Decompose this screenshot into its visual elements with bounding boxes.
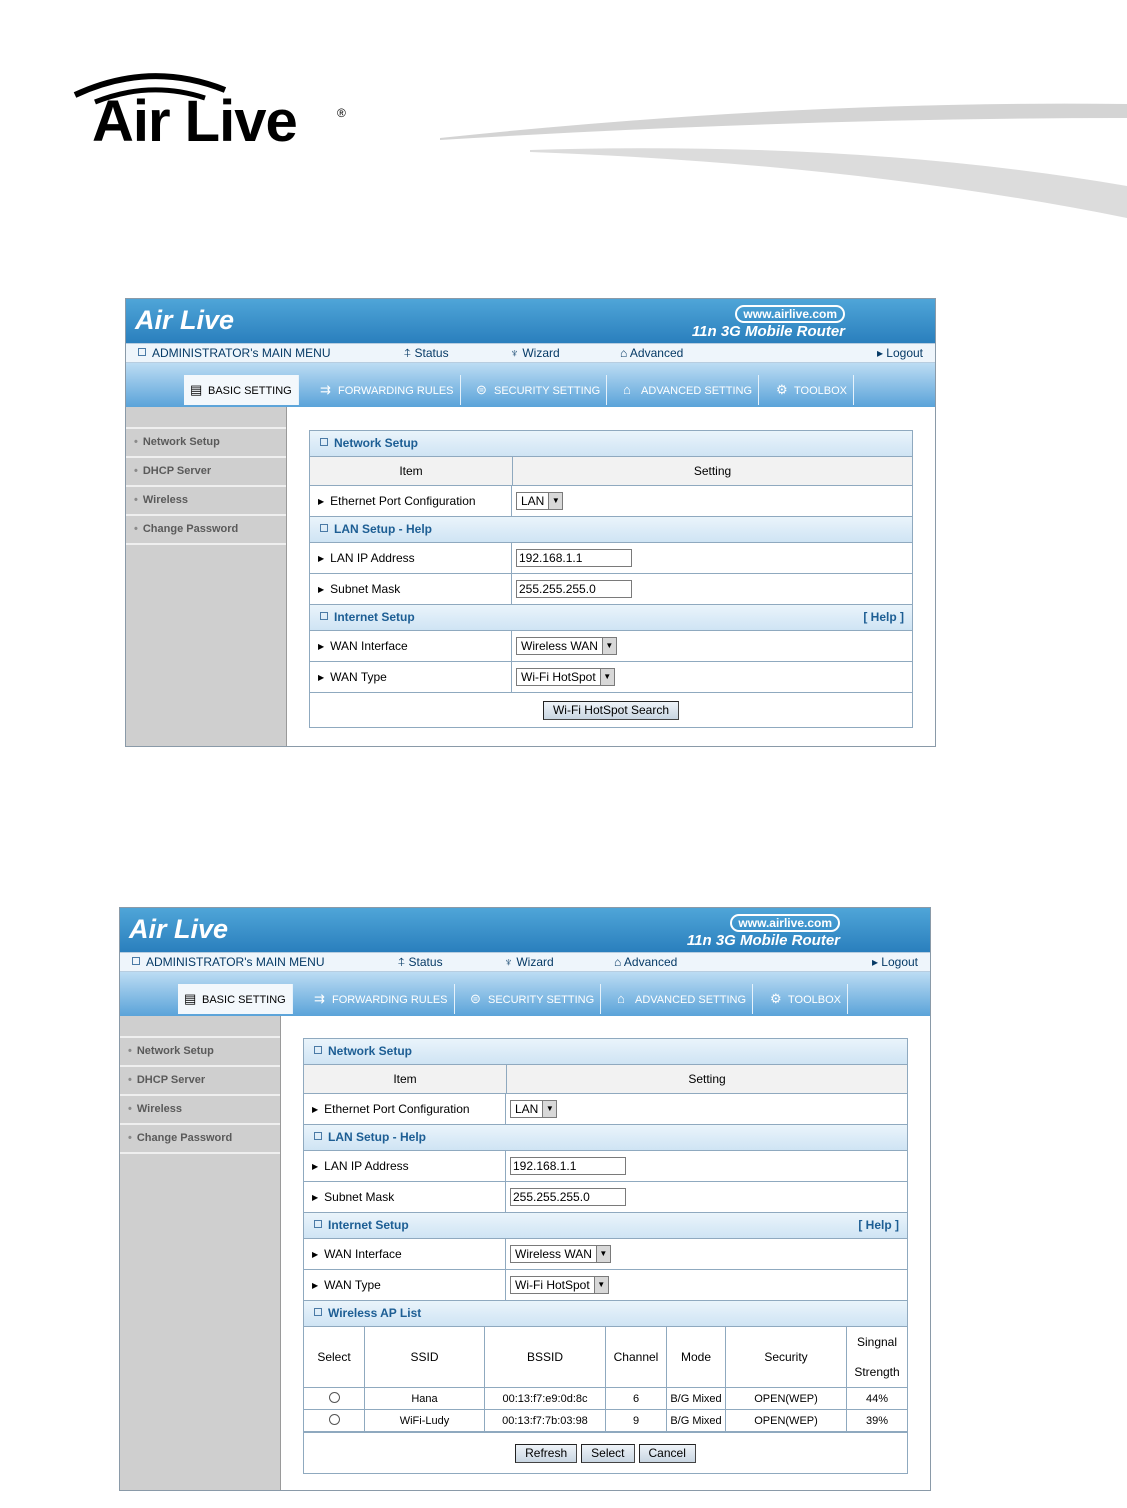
col-setting: Setting <box>693 464 732 478</box>
advanced-link[interactable]: ⌂ Advanced <box>620 346 684 360</box>
select-button[interactable]: Select <box>581 1444 634 1463</box>
arrow-right-icon: ▶ <box>312 1104 319 1114</box>
ethernet-port-select[interactable]: LAN ▼ <box>510 1100 557 1118</box>
dropdown-arrow-icon: ▼ <box>600 669 614 685</box>
tab-bar <box>126 363 935 407</box>
ap-select-radio[interactable] <box>329 1414 340 1425</box>
tab-security-setting[interactable]: ⊜ SECURITY SETTING <box>470 375 607 405</box>
toolbox-icon: ⚙ <box>776 382 788 397</box>
dot-icon: • <box>128 1103 132 1115</box>
admin-menu: ADMINISTRATOR's MAIN MENU <box>132 955 325 969</box>
row-subnet-mask: ▶ Subnet Mask 255.255.255.0 <box>310 574 912 605</box>
lan-ip-input[interactable] <box>510 1157 626 1175</box>
ap-channel: 9 <box>606 1410 667 1432</box>
col-channel: Channel <box>606 1327 667 1388</box>
lock-icon: ⊜ <box>476 382 487 397</box>
sidebar-item-wireless[interactable]: • Wireless <box>126 487 286 516</box>
help-link[interactable]: [ Help ] <box>863 610 904 624</box>
sidebar-item-dhcp-server[interactable]: • DHCP Server <box>120 1067 280 1096</box>
col-setting: Setting <box>688 1072 726 1086</box>
square-bullet-icon <box>314 1132 322 1140</box>
subnet-mask-input[interactable] <box>510 1188 626 1206</box>
table-row <box>304 1388 907 1410</box>
settings-panel <box>309 430 913 728</box>
router-banner <box>126 299 935 343</box>
arrow-right-icon: ▶ <box>318 672 325 682</box>
row-wan-type: ▶ WAN Type Wi-Fi HotSpot ▼ <box>304 1270 907 1301</box>
square-bullet-icon <box>320 438 328 446</box>
arrow-right-icon: ▸ <box>876 346 887 360</box>
router-url[interactable]: www.airlive.com <box>735 305 845 323</box>
section-lan-setup: LAN Setup - Help <box>304 1125 907 1151</box>
square-bullet-icon <box>320 612 328 620</box>
row-wan-type: ▶ WAN Type Wi-Fi HotSpot ▼ <box>310 662 912 693</box>
square-bullet-icon <box>314 1046 322 1054</box>
tab-advanced-setting[interactable]: ⌂ ADVANCED SETTING <box>611 984 753 1014</box>
arrow-right-icon: ▶ <box>318 496 325 506</box>
arrow-right-icon: ▶ <box>312 1161 319 1171</box>
sidebar-item-change-password[interactable]: • Change Password <box>126 516 286 545</box>
sidebar <box>126 407 287 746</box>
sidebar-item-wireless[interactable]: • Wireless <box>120 1096 280 1125</box>
square-bullet-icon <box>320 524 328 532</box>
status-link[interactable]: ⍏ Status <box>404 346 449 360</box>
square-bullet-icon <box>314 1220 322 1228</box>
lan-ip-input[interactable] <box>516 549 632 567</box>
table-header <box>304 1065 907 1094</box>
airlive-logo: Air Live <box>92 89 297 154</box>
logout-link[interactable]: ▸ Logout <box>871 955 918 969</box>
dropdown-arrow-icon: ▼ <box>542 1101 556 1117</box>
wan-interface-select[interactable]: Wireless WAN ▼ <box>510 1245 611 1263</box>
row-lan-ip: ▶ LAN IP Address 192.168.1.1 <box>304 1151 907 1182</box>
col-mode: Mode <box>667 1327 726 1388</box>
subnet-mask-input[interactable] <box>516 580 632 598</box>
ap-ssid: Hana <box>365 1388 485 1410</box>
dropdown-arrow-icon: ▼ <box>596 1246 610 1262</box>
toolbox-icon: ⚙ <box>770 991 782 1006</box>
sidebar-item-network-setup[interactable]: • Network Setup <box>120 1036 280 1067</box>
forward-icon: ⇉ <box>314 991 325 1006</box>
ap-signal: 44% <box>847 1388 908 1410</box>
col-bssid: BSSID <box>485 1327 606 1388</box>
section-wireless-ap-list: Wireless AP List <box>304 1301 907 1327</box>
advanced-setting-icon: ⌂ <box>623 382 631 397</box>
status-link[interactable]: ⍏ Status <box>398 955 443 969</box>
wan-interface-select[interactable]: Wireless WAN ▼ <box>516 637 617 655</box>
col-signal-strength: Singnal Strength <box>847 1327 908 1388</box>
router-screen-1 <box>125 298 936 747</box>
dot-icon: • <box>128 1074 132 1086</box>
col-item: Item <box>304 1065 507 1093</box>
advanced-link[interactable]: ⌂ Advanced <box>614 955 678 969</box>
dropdown-arrow-icon: ▼ <box>594 1277 608 1293</box>
tab-forwarding-rules[interactable]: ⇉ FORWARDING RULES <box>314 375 461 405</box>
ap-list-table <box>304 1327 907 1432</box>
ap-security: OPEN(WEP) <box>726 1388 847 1410</box>
logout-link[interactable]: ▸ Logout <box>876 346 923 360</box>
help-link[interactable]: [ Help ] <box>858 1218 899 1232</box>
wizard-link[interactable]: ♆ Wizard <box>504 955 554 969</box>
advanced-icon: ⌂ <box>614 955 624 969</box>
ap-channel: 6 <box>606 1388 667 1410</box>
status-icon: ⍏ <box>398 955 409 969</box>
table-header <box>310 457 912 486</box>
section-network-setup: Network Setup <box>310 431 912 457</box>
router-banner <box>120 908 930 952</box>
product-name: 11n 3G Mobile Router <box>691 323 845 340</box>
book-icon: ▤ <box>184 991 197 1006</box>
tab-basic-setting[interactable]: ▤ BASIC SETTING <box>184 375 299 405</box>
router-url[interactable]: www.airlive.com <box>730 914 840 932</box>
arrow-right-icon: ▶ <box>318 584 325 594</box>
router-logo: Air Live <box>129 914 229 944</box>
arrow-right-icon: ▶ <box>318 553 325 563</box>
ap-signal: 39% <box>847 1410 908 1432</box>
wan-type-select[interactable]: Wi-Fi HotSpot ▼ <box>510 1276 609 1294</box>
wizard-icon: ♆ <box>504 955 517 969</box>
row-wan-interface: ▶ WAN Interface Wireless WAN ▼ <box>304 1239 907 1270</box>
col-ssid: SSID <box>365 1327 485 1388</box>
sidebar-item-dhcp-server[interactable]: • DHCP Server <box>126 458 286 487</box>
advanced-setting-icon: ⌂ <box>617 991 625 1006</box>
arrow-right-icon: ▶ <box>312 1192 319 1202</box>
arrow-right-icon: ▶ <box>312 1280 319 1290</box>
tab-advanced-setting[interactable]: ⌂ ADVANCED SETTING <box>617 375 759 405</box>
section-network-setup: Network Setup <box>304 1039 907 1065</box>
ap-bssid: 00:13:f7:e9:0d:8c <box>485 1388 606 1410</box>
main-menu-bar <box>120 952 930 972</box>
sidebar <box>120 1016 281 1490</box>
wan-type-select[interactable]: Wi-Fi HotSpot ▼ <box>516 668 615 686</box>
page-header <box>0 0 1127 240</box>
ap-mode: B/G Mixed <box>667 1410 726 1432</box>
router-screen-2 <box>119 907 931 1491</box>
admin-menu: ADMINISTRATOR's MAIN MENU <box>138 346 331 360</box>
search-button-row <box>310 693 912 727</box>
dot-icon: • <box>134 465 138 477</box>
col-security: Security <box>726 1327 847 1388</box>
ap-select-radio[interactable] <box>329 1392 340 1403</box>
book-icon: ▤ <box>190 382 203 397</box>
status-icon: ⍏ <box>404 346 415 360</box>
ap-button-row <box>304 1432 907 1473</box>
lock-icon: ⊜ <box>470 991 481 1006</box>
arrow-right-icon: ▶ <box>312 1249 319 1259</box>
refresh-button[interactable]: Refresh <box>515 1444 577 1463</box>
dot-icon: • <box>134 494 138 506</box>
tab-basic-setting[interactable]: ▤ BASIC SETTING <box>178 984 293 1014</box>
tab-toolbox[interactable]: ⚙ TOOLBOX <box>764 984 848 1014</box>
ap-security: OPEN(WEP) <box>726 1410 847 1432</box>
tab-forwarding-rules[interactable]: ⇉ FORWARDING RULES <box>308 984 455 1014</box>
dot-icon: • <box>134 523 138 535</box>
router-logo: Air Live <box>135 305 235 335</box>
registered-mark: ® <box>337 106 346 120</box>
product-name: 11n 3G Mobile Router <box>686 932 840 949</box>
dot-icon: • <box>134 436 138 448</box>
row-wan-interface: ▶ WAN Interface Wireless WAN ▼ <box>310 631 912 662</box>
ap-table-header <box>304 1327 907 1388</box>
dropdown-arrow-icon: ▼ <box>602 638 616 654</box>
ap-mode: B/G Mixed <box>667 1388 726 1410</box>
row-ethernet-port: ▶ Ethernet Port Configuration LAN ▼ <box>304 1094 907 1125</box>
col-item: Item <box>310 457 513 485</box>
section-internet-setup: Internet Setup [ Help ] <box>304 1213 907 1239</box>
col-select: Select <box>304 1327 365 1388</box>
section-lan-setup: LAN Setup - Help <box>310 517 912 543</box>
tab-toolbox[interactable]: ⚙ TOOLBOX <box>770 375 854 405</box>
ap-bssid: 00:13:f7:7b:03:98 <box>485 1410 606 1432</box>
wizard-icon: ♆ <box>510 346 523 360</box>
arrow-right-icon: ▶ <box>318 641 325 651</box>
row-ethernet-port: ▶ Ethernet Port Configuration LAN ▼ <box>310 486 912 517</box>
settings-panel <box>303 1038 908 1474</box>
dropdown-arrow-icon: ▼ <box>548 493 562 509</box>
square-bullet-icon <box>314 1308 322 1316</box>
tab-security-setting[interactable]: ⊜ SECURITY SETTING <box>464 984 601 1014</box>
advanced-icon: ⌂ <box>620 346 630 360</box>
forward-icon: ⇉ <box>320 382 331 397</box>
dot-icon: • <box>128 1132 132 1144</box>
ap-ssid: WiFi-Ludy <box>365 1410 485 1432</box>
dot-icon: • <box>128 1045 132 1057</box>
square-bullet-icon <box>132 957 140 965</box>
square-bullet-icon <box>138 348 146 356</box>
wifi-hotspot-search-button[interactable]: Wi-Fi HotSpot Search <box>543 701 679 720</box>
wizard-link[interactable]: ♆ Wizard <box>510 346 560 360</box>
section-internet-setup: Internet Setup [ Help ] <box>310 605 912 631</box>
sidebar-item-change-password[interactable]: • Change Password <box>120 1125 280 1154</box>
arrow-right-icon: ▸ <box>871 955 882 969</box>
tab-bar <box>120 972 930 1016</box>
ethernet-port-select[interactable]: LAN ▼ <box>516 492 563 510</box>
row-subnet-mask: ▶ Subnet Mask 255.255.255.0 <box>304 1182 907 1213</box>
sidebar-item-network-setup[interactable]: • Network Setup <box>126 427 286 458</box>
table-row <box>304 1410 907 1432</box>
row-lan-ip: ▶ LAN IP Address 192.168.1.1 <box>310 543 912 574</box>
cancel-button[interactable]: Cancel <box>639 1444 696 1463</box>
main-menu-bar <box>126 343 935 363</box>
